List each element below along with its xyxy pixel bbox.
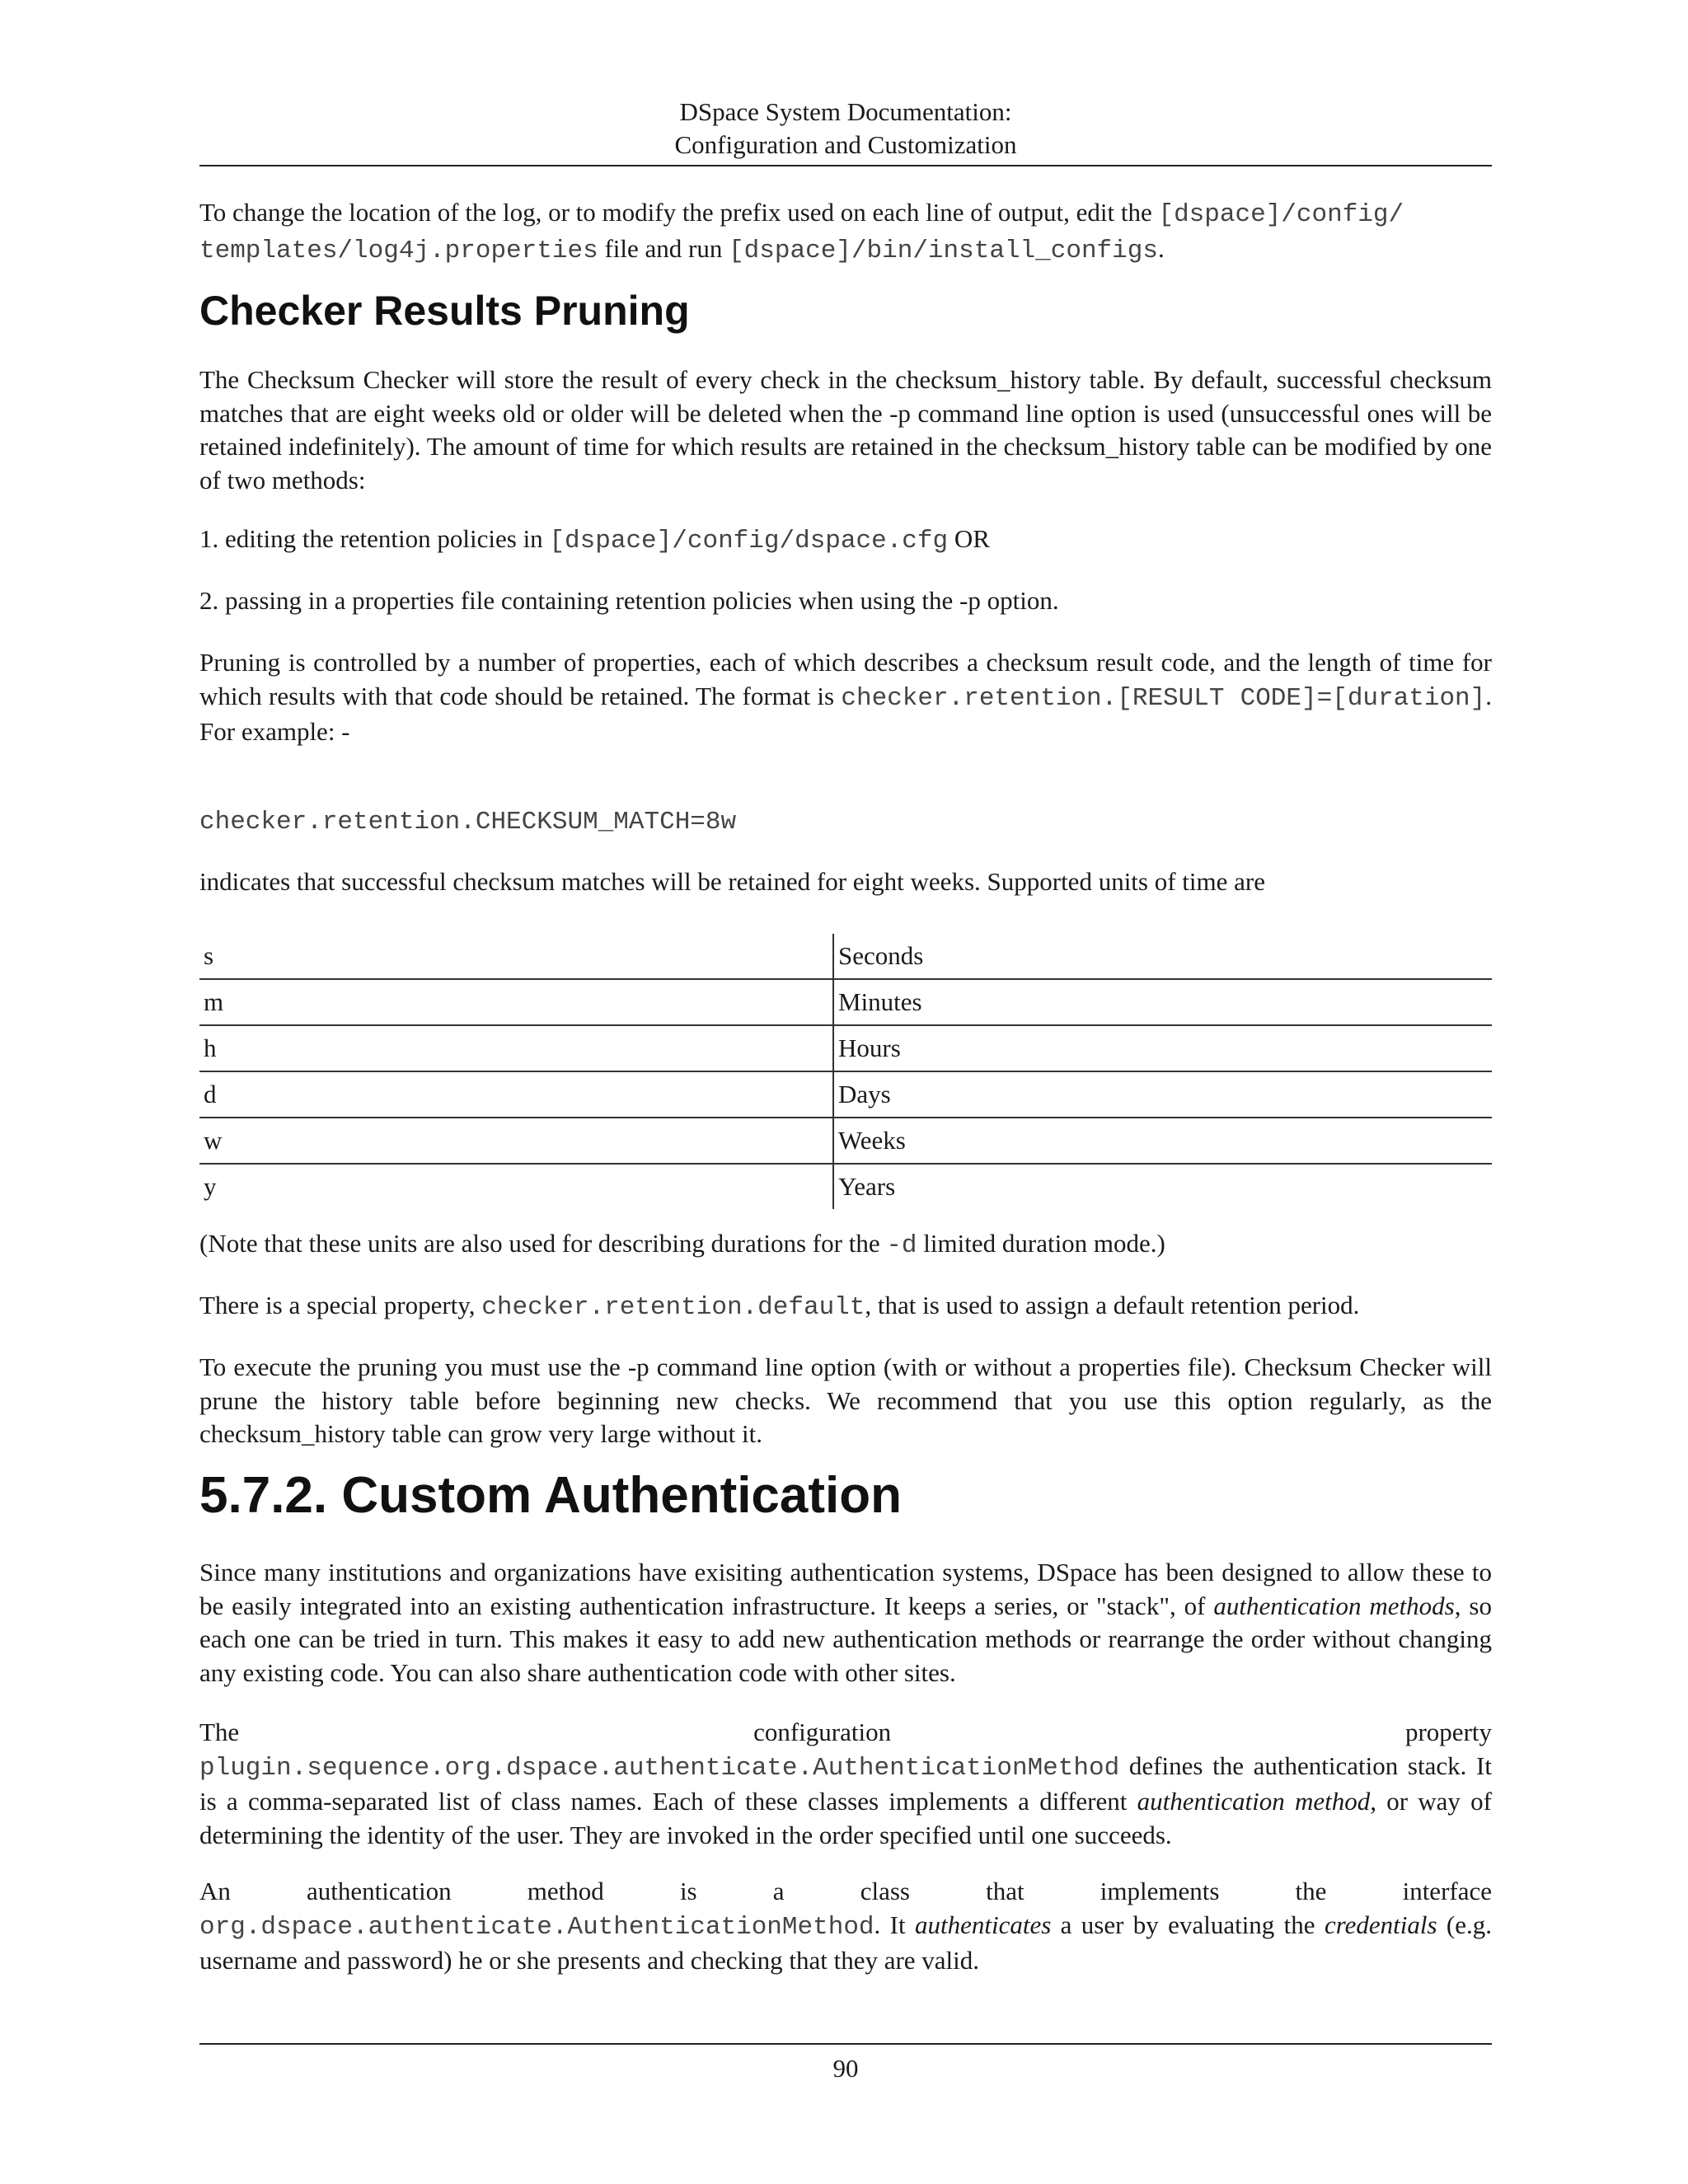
- auth-p2-text-a: defines the authentication stack. It is a comma-separated list of class names. Each of these classes implements a different: [199, 1750, 1492, 1816]
- auth-paragraph-1: [199, 1556, 1492, 1690]
- section-heading-pruning: Checker Results Pruning: [199, 288, 690, 334]
- auth-p3-text-a: . It: [874, 1910, 915, 1939]
- auth-p2-first-line: The configuration property: [199, 1718, 1492, 1746]
- intro-code-config-path: [dspace]/config/: [1158, 200, 1404, 229]
- intro-text-2: file and run: [598, 233, 729, 263]
- table-row: [199, 1164, 1492, 1209]
- table-row: [199, 934, 1492, 979]
- intro-paragraph: [199, 196, 1492, 268]
- units-note: [199, 1227, 1492, 1263]
- auth-p3-code: org.dspace.authenticate.AuthenticationMethod: [199, 1912, 874, 1942]
- unit-label-cell: Seconds: [838, 941, 924, 970]
- para2-end: . For example: -: [199, 681, 1493, 746]
- pruning-paragraph-3: indicates that successful checksum matches will be retained for eight weeks. Supported units of time are: [199, 867, 1265, 896]
- note-code: -d: [886, 1231, 917, 1260]
- pruning-paragraph-1: The Checksum Checker will store the result of every check in the checksum_history table. By default, successful checksum matches that are eight weeks old or older will be deleted when the -p command line option is used (unsuccessful ones will be retained indefinitely). The amount of time for which results are retained in the checksum_history table can be modified by one of two methods:: [199, 365, 1492, 494]
- unit-code-cell: y: [199, 1164, 833, 1209]
- unit-code-cell: m: [199, 979, 833, 1025]
- auth-p3-text-b: a user by evaluating the: [1051, 1910, 1325, 1939]
- auth-p3-emphasis-credentials: credentials: [1324, 1910, 1437, 1939]
- units-table: [199, 934, 1492, 1209]
- intro-code-install-configs: [dspace]/bin/install_configs: [729, 236, 1158, 265]
- section-heading-custom-authentication: 5.7.2. Custom Authentication: [199, 1467, 903, 1524]
- unit-code-cell: s: [199, 934, 833, 979]
- note-text: (Note that these units are also used for describing durations for the: [199, 1229, 887, 1258]
- unit-code-cell: h: [199, 1025, 833, 1071]
- intro-text-3: .: [1157, 233, 1165, 263]
- auth-p3-first-line: An authentication method is a class that implements the interface: [199, 1877, 1492, 1905]
- note-end: limited duration mode.): [917, 1229, 1165, 1258]
- auth-p1-text-a: Since many institutions and organizations have exisiting authentication systems, DSpace has been designed to allow these to be easily integrated into an existing authentication infrastructure. It keeps a series, or "stack", of: [199, 1558, 1492, 1620]
- header-line-2: Configuration and Customization: [674, 130, 1017, 159]
- pruning-paragraph-4: To execute the pruning you must use the -p command line option (with or without a properties file). Checksum Checker will prune the history table before beginning new checks. We recommend that you use this option regularly, as the checksum_history table can grow very large without it.: [199, 1352, 1492, 1448]
- page-number: 90: [832, 2054, 859, 2083]
- special-end: , that is used to assign a default retention period.: [865, 1291, 1360, 1319]
- unit-label-cell: Hours: [833, 1025, 1492, 1071]
- list-item-1-text: 1. editing the retention policies in: [199, 524, 550, 553]
- table-row: [199, 1071, 1492, 1118]
- document-page: [199, 0, 1492, 2184]
- unit-label-cell: Years: [833, 1164, 1492, 1209]
- header-rule: [199, 165, 1492, 166]
- para2-code-format: checker.retention.[RESULT CODE]=[duration]: [841, 683, 1486, 713]
- unit-label-cell: Days: [833, 1071, 1492, 1118]
- special-code: checker.retention.default: [481, 1293, 865, 1322]
- list-item-1-end: OR: [948, 524, 990, 553]
- table-row: [199, 1118, 1492, 1164]
- list-item-1-code: [dspace]/config/dspace.cfg: [549, 527, 949, 555]
- unit-label-cell: Minutes: [833, 979, 1492, 1025]
- auth-p2-text-b: , or way of determining the identity of the user. They are invoked in the order specified until one succeeds.: [199, 1787, 1492, 1849]
- pruning-list-item-2: 2. passing in a properties file containing retention policies when using the -p option.: [199, 586, 1059, 615]
- special-text: There is a special property,: [199, 1291, 482, 1319]
- auth-p3-emphasis-authenticates: authenticates: [914, 1910, 1052, 1939]
- unit-code-cell: w: [199, 1118, 833, 1164]
- example-code-line: checker.retention.CHECKSUM_MATCH=8w: [199, 808, 737, 837]
- auth-paragraph-3: [199, 1875, 1492, 1978]
- running-header: [199, 96, 1492, 162]
- unit-code-cell: d: [199, 1071, 833, 1118]
- table-row: [199, 979, 1492, 1025]
- table-row: [199, 1025, 1492, 1071]
- intro-text-1: To change the location of the log, or to modify the prefix used on each line of output, edit the: [199, 198, 1159, 227]
- auth-p2-code: plugin.sequence.org.dspace.authenticate.AuthenticationMethod: [199, 1753, 1120, 1783]
- auth-paragraph-2: [199, 1716, 1492, 1852]
- para2-text: Pruning is controlled by a number of properties, each of which describes a checksum result code, and the length of time for which results with that code should be retained. The format is: [199, 648, 1492, 710]
- special-property-paragraph: [199, 1289, 1492, 1325]
- pruning-paragraph-2: [199, 646, 1492, 749]
- footer-rule: [199, 2043, 1492, 2045]
- auth-p3-text-c: (e.g. username and password) he or she presents and checking that they are valid.: [199, 1910, 1492, 1975]
- auth-p1-text-b: , so each one can be tried in turn. This makes it easy to add new authentication methods or rearrange the order without changing any existing code. You can also share authentication code with other sites.: [199, 1591, 1492, 1687]
- header-line-1: DSpace System Documentation:: [679, 97, 1012, 126]
- pruning-list-item-1: [199, 523, 1492, 559]
- intro-code-log4j-path: templates/log4j.properties: [199, 236, 598, 265]
- unit-label-cell: Weeks: [833, 1118, 1492, 1164]
- auth-p1-emphasis: authentication methods: [1213, 1591, 1455, 1620]
- auth-p2-emphasis: authentication method: [1137, 1787, 1371, 1816]
